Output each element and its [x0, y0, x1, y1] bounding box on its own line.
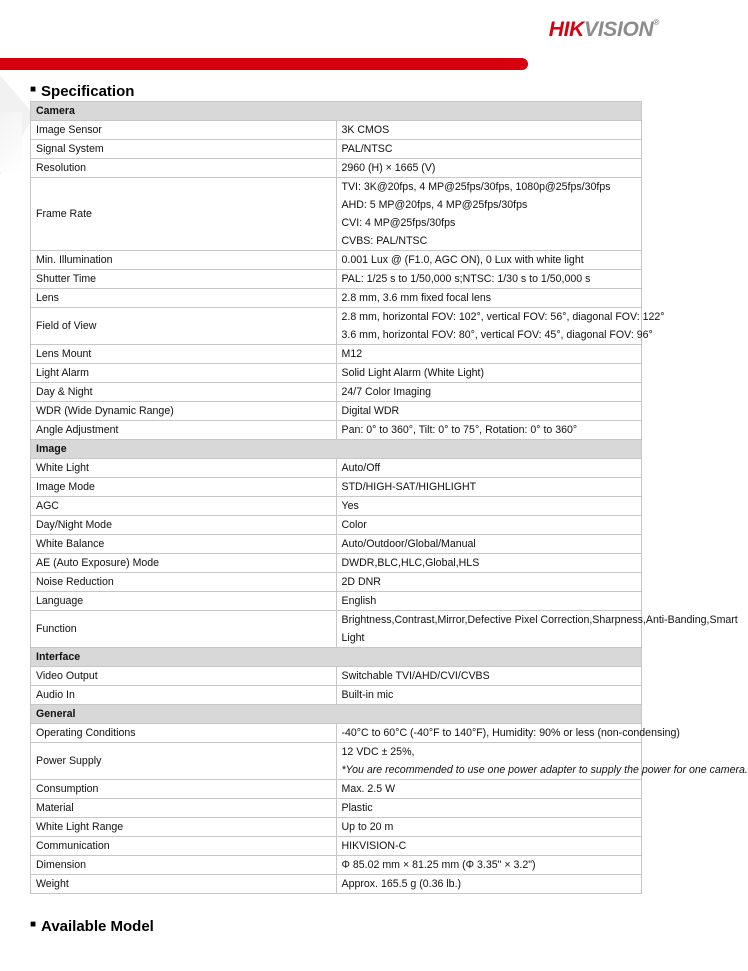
- spec-label: Lens Mount: [31, 345, 337, 364]
- spec-value: [336, 497, 642, 516]
- spec-value: [336, 364, 642, 383]
- spec-value: [336, 780, 642, 799]
- spec-value-line: CVBS: PAL/NTSC: [341, 235, 428, 247]
- table-row: [31, 140, 642, 159]
- spec-value-line: Pan: 0° to 360°, Tilt: 0° to 75°, Rotation: 0° to 360°: [341, 424, 578, 436]
- spec-value-line: PAL: 1/25 s to 1/50,000 s;NTSC: 1/30 s to 1/50,000 s: [341, 273, 591, 285]
- spec-value-line: 0.001 Lux @ (F1.0, AGC ON), 0 Lux with white light: [341, 254, 584, 266]
- spec-value-line: HIKVISION-C: [341, 840, 407, 852]
- spec-value-line: Max. 2.5 W: [341, 783, 396, 795]
- spec-value-line: Yes: [341, 500, 359, 512]
- corner-shade: [0, 112, 22, 172]
- spec-value-line: -40°C to 60°C (-40°F to 140°F), Humidity: 90% or less (non-condensing): [341, 727, 680, 739]
- table-row: [31, 724, 642, 743]
- spec-label: Image Mode: [31, 478, 337, 497]
- spec-value: [336, 251, 642, 270]
- spec-value: [336, 289, 642, 308]
- table-row: [31, 743, 642, 780]
- spec-value: [336, 140, 642, 159]
- table-row: [31, 573, 642, 592]
- spec-value-line: Switchable TVI/AHD/CVI/CVBS: [341, 670, 490, 682]
- spec-label: Field of View: [31, 308, 337, 345]
- spec-label: Audio In: [31, 686, 337, 705]
- spec-value-line: English: [341, 595, 377, 607]
- spec-value-line: STD/HIGH-SAT/HIGHLIGHT: [341, 481, 477, 493]
- spec-value-line: 2960 (H) × 1665 (V): [341, 162, 436, 174]
- spec-value-line: Plastic: [341, 802, 373, 814]
- spec-label: Noise Reduction: [31, 573, 337, 592]
- spec-value: [336, 856, 642, 875]
- table-row: [31, 497, 642, 516]
- spec-value-line: Auto/Off: [341, 462, 381, 474]
- spec-value: [336, 308, 665, 345]
- spec-value-line: 12 VDC ± 25%,: [341, 746, 415, 758]
- table-row: [31, 780, 642, 799]
- group-header: Camera: [31, 102, 642, 121]
- spec-label: Day & Night: [31, 383, 337, 402]
- table-row: [31, 308, 642, 345]
- spec-label: Function: [31, 611, 337, 648]
- spec-value: [336, 270, 642, 289]
- spec-value: [336, 667, 642, 686]
- table-row: [31, 345, 642, 364]
- spec-value: [336, 818, 642, 837]
- table-row: [31, 611, 642, 648]
- spec-value-line: Color: [341, 519, 367, 531]
- available-model-heading: ■ Available Model: [30, 918, 154, 935]
- spec-value-line: 3K CMOS: [341, 124, 390, 136]
- bullet-icon: ■: [30, 84, 37, 95]
- spec-value: [336, 383, 642, 402]
- spec-value-line: 2.8 mm, 3.6 mm fixed focal lens: [341, 292, 492, 304]
- table-row: [31, 270, 642, 289]
- group-header-row: [31, 648, 642, 667]
- table-row: [31, 459, 642, 478]
- spec-value-line: TVI: 3K@20fps, 4 MP@25fps/30fps, 1080p@25fps/30fps: [341, 181, 611, 193]
- table-row: [31, 478, 642, 497]
- spec-value: [336, 592, 642, 611]
- spec-value: [336, 421, 642, 440]
- spec-value: [336, 686, 642, 705]
- spec-value: [336, 402, 642, 421]
- table-row: [31, 159, 642, 178]
- spec-label: Lens: [31, 289, 337, 308]
- table-row: [31, 554, 642, 573]
- spec-label: Shutter Time: [31, 270, 337, 289]
- header-red-bar: [0, 58, 528, 70]
- spec-label: Resolution: [31, 159, 337, 178]
- spec-value-line: Light: [341, 632, 365, 644]
- spec-label: Video Output: [31, 667, 337, 686]
- spec-label: Light Alarm: [31, 364, 337, 383]
- table-row: [31, 667, 642, 686]
- spec-label: Operating Conditions: [31, 724, 337, 743]
- spec-label: AGC: [31, 497, 337, 516]
- spec-label: White Light: [31, 459, 337, 478]
- table-row: [31, 383, 642, 402]
- table-row: [31, 178, 642, 251]
- table-row: [31, 837, 642, 856]
- spec-value: [336, 535, 642, 554]
- table-row: [31, 592, 642, 611]
- table-row: [31, 364, 642, 383]
- spec-label: Min. Illumination: [31, 251, 337, 270]
- spec-value: [336, 478, 642, 497]
- specification-heading: ■ Specification: [30, 83, 135, 100]
- spec-value-line: Approx. 165.5 g (0.36 lb.): [341, 878, 462, 890]
- spec-label: Day/Night Mode: [31, 516, 337, 535]
- spec-value-line: DWDR,BLC,HLC,Global,HLS: [341, 557, 480, 569]
- table-row: [31, 856, 642, 875]
- table-row: [31, 516, 642, 535]
- spec-label: Dimension: [31, 856, 337, 875]
- spec-label: Material: [31, 799, 337, 818]
- spec-value: [336, 178, 642, 251]
- group-header-row: [31, 102, 642, 121]
- spec-value-line: Brightness,Contrast,Mirror,Defective Pixel Correction,Sharpness,Anti-Banding,Smart: [341, 614, 738, 626]
- spec-value: [336, 159, 642, 178]
- spec-label: Angle Adjustment: [31, 421, 337, 440]
- spec-label: Weight: [31, 875, 337, 894]
- spec-label: Power Supply: [31, 743, 337, 780]
- table-row: [31, 799, 642, 818]
- spec-label: Signal System: [31, 140, 337, 159]
- specification-table: [30, 101, 748, 894]
- spec-value-line: Digital WDR: [341, 405, 400, 417]
- spec-value: [336, 554, 642, 573]
- spec-label: Language: [31, 592, 337, 611]
- spec-value: [336, 837, 642, 856]
- spec-value-line: *You are recommended to use one power adapter to supply the power for one camera.: [341, 764, 748, 776]
- table-row: [31, 121, 642, 140]
- spec-value: [336, 743, 748, 780]
- spec-value: [336, 345, 642, 364]
- spec-value-line: 2.8 mm, horizontal FOV: 102°, vertical FOV: 56°, diagonal FOV: 122°: [341, 311, 665, 323]
- spec-value-line: Solid Light Alarm (White Light): [341, 367, 484, 379]
- spec-label: Image Sensor: [31, 121, 337, 140]
- hikvision-logo: HIKVISION®: [548, 18, 659, 41]
- spec-value-line: PAL/NTSC: [341, 143, 393, 155]
- spec-value: [336, 799, 642, 818]
- table-row: [31, 686, 642, 705]
- spec-label: Frame Rate: [31, 178, 337, 251]
- spec-value-line: Φ 85.02 mm × 81.25 mm (Φ 3.35" × 3.2"): [341, 859, 536, 871]
- spec-value: [336, 121, 642, 140]
- spec-label: White Balance: [31, 535, 337, 554]
- spec-value: [336, 516, 642, 535]
- bullet-icon: ■: [30, 919, 37, 930]
- table-row: [31, 251, 642, 270]
- spec-value: [336, 724, 680, 743]
- table-row: [31, 875, 642, 894]
- spec-value-line: Auto/Outdoor/Global/Manual: [341, 538, 476, 550]
- spec-label: Communication: [31, 837, 337, 856]
- spec-value: [336, 875, 642, 894]
- group-header: General: [31, 705, 642, 724]
- spec-value-line: 24/7 Color Imaging: [341, 386, 432, 398]
- spec-label: Consumption: [31, 780, 337, 799]
- table-row: [31, 535, 642, 554]
- spec-label: WDR (Wide Dynamic Range): [31, 402, 337, 421]
- group-header-row: [31, 440, 642, 459]
- spec-value-line: AHD: 5 MP@20fps, 4 MP@25fps/30fps: [341, 199, 528, 211]
- group-header-row: [31, 705, 642, 724]
- table-row: [31, 289, 642, 308]
- spec-value-line: M12: [341, 348, 363, 360]
- spec-label: White Light Range: [31, 818, 337, 837]
- spec-value: [336, 573, 642, 592]
- group-header: Image: [31, 440, 642, 459]
- spec-value: [336, 459, 642, 478]
- table-row: [31, 402, 642, 421]
- spec-value: [336, 611, 738, 648]
- group-header: Interface: [31, 648, 642, 667]
- spec-value-line: Built-in mic: [341, 689, 394, 701]
- spec-value-line: 2D DNR: [341, 576, 381, 588]
- spec-value-line: Up to 20 m: [341, 821, 394, 833]
- table-row: [31, 818, 642, 837]
- spec-value-line: 3.6 mm, horizontal FOV: 80°, vertical FOV: 45°, diagonal FOV: 96°: [341, 329, 653, 341]
- spec-value-line: CVI: 4 MP@25fps/30fps: [341, 217, 456, 229]
- spec-label: AE (Auto Exposure) Mode: [31, 554, 337, 573]
- table-row: [31, 421, 642, 440]
